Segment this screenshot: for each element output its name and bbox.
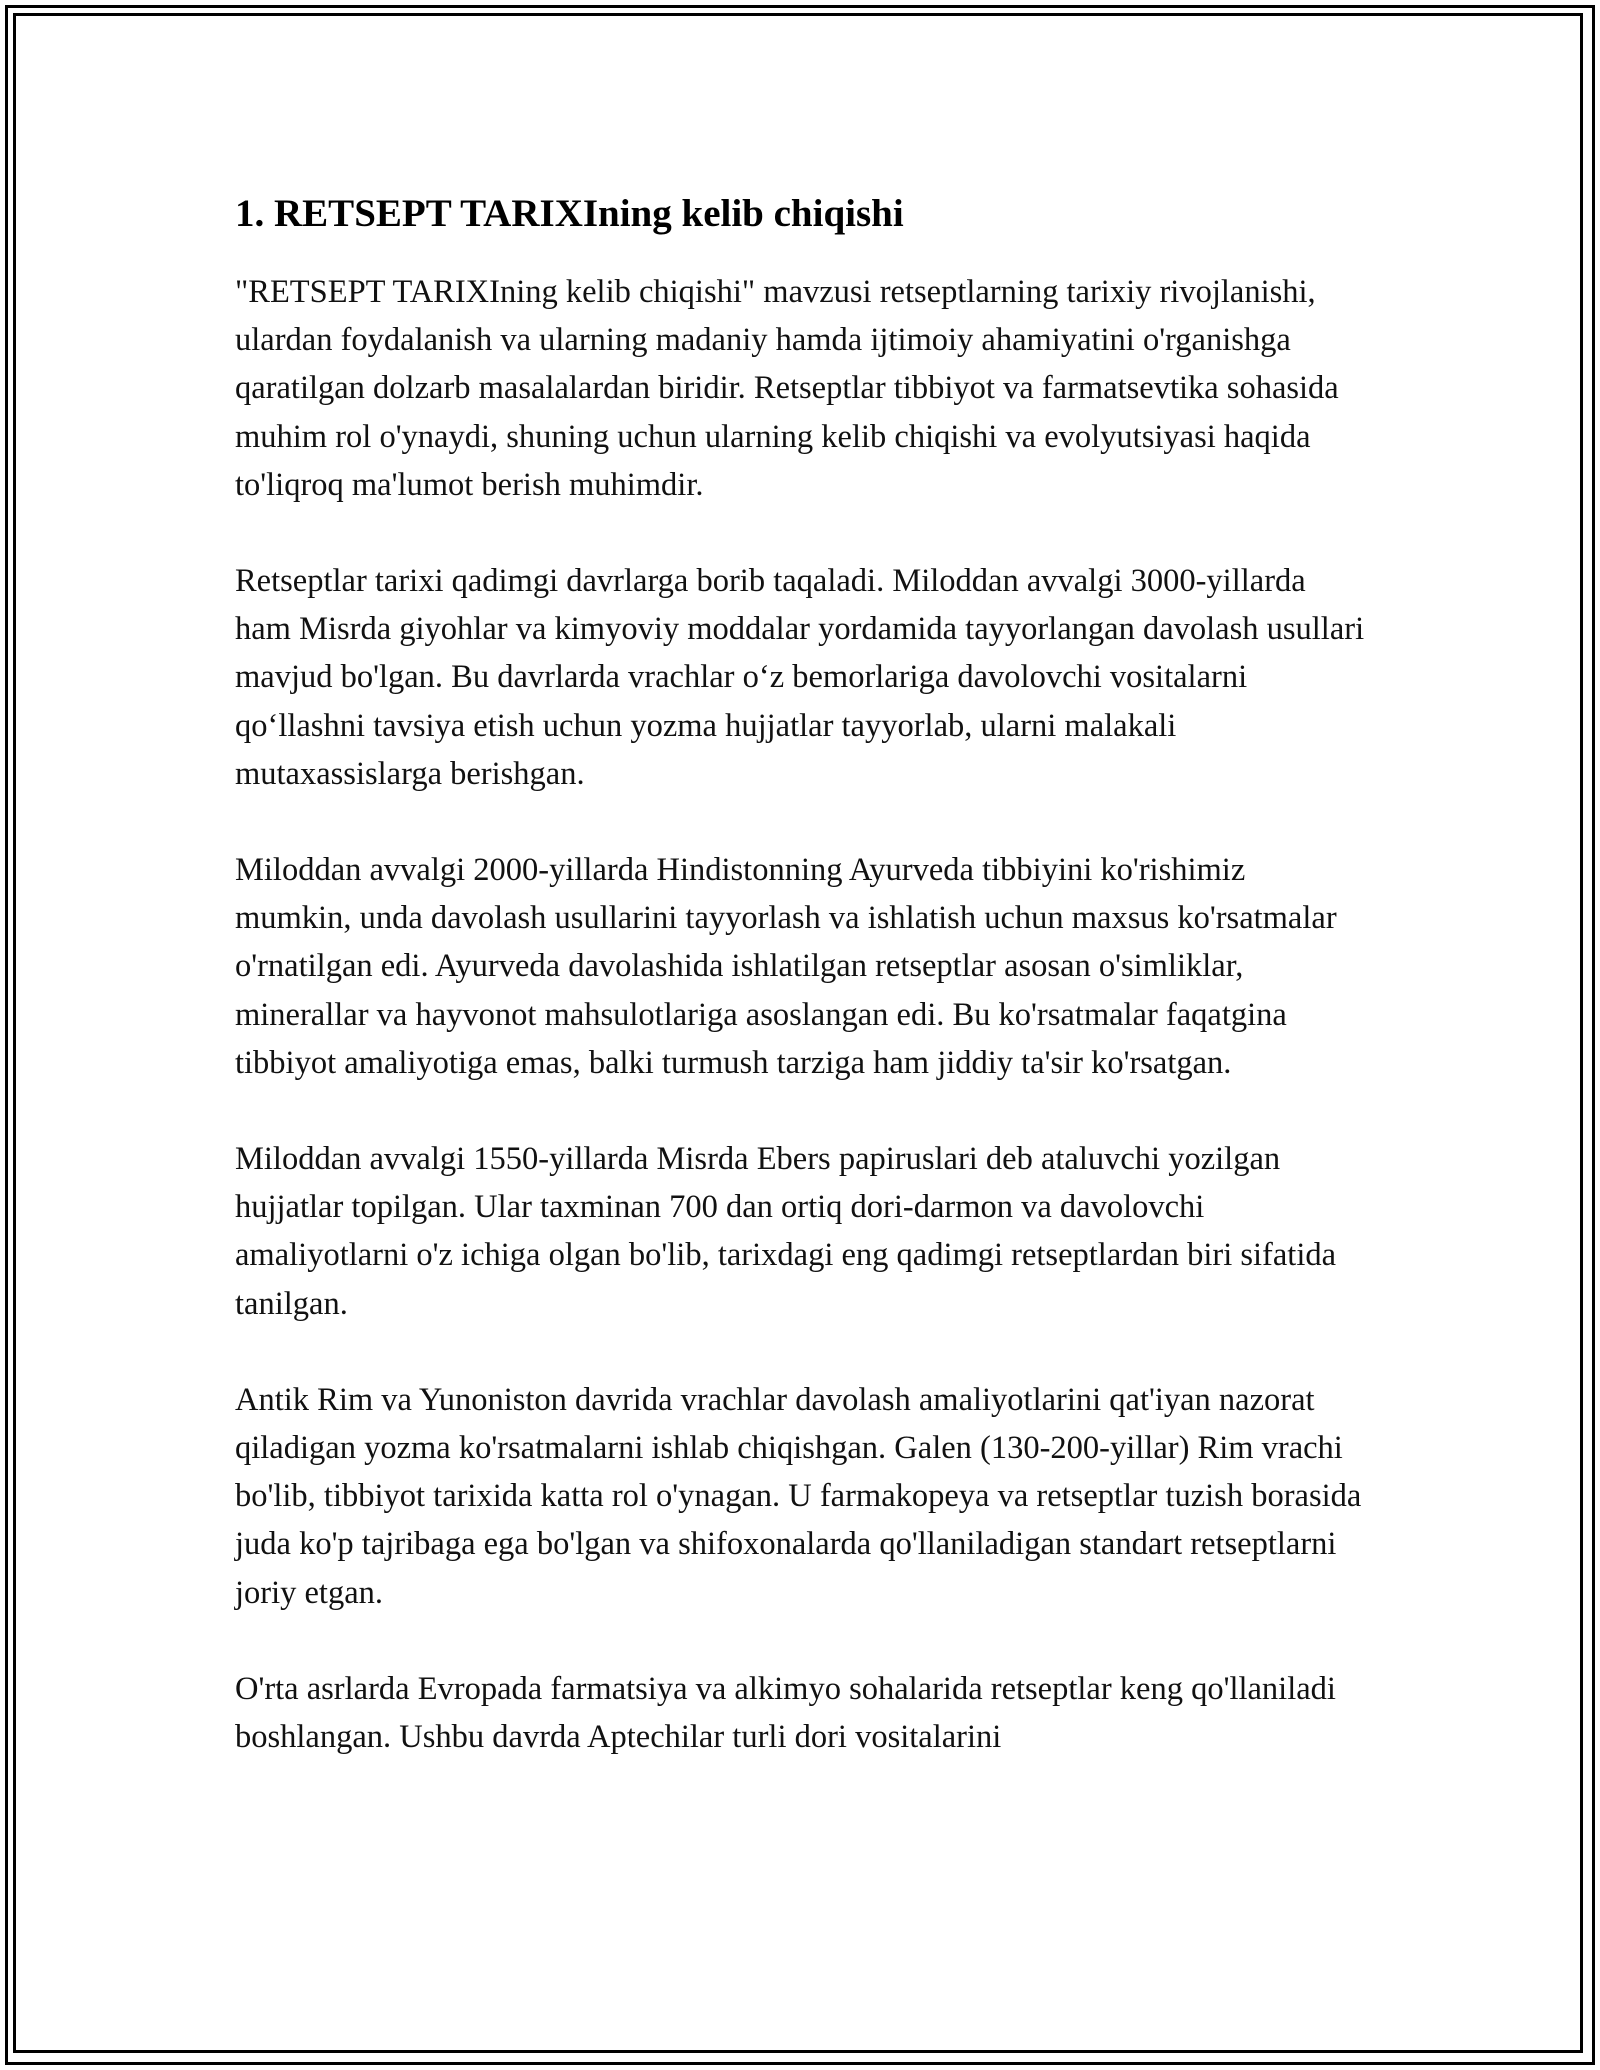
paragraph-ayurveda: Miloddan avvalgi 2000-yillarda Hindistonning Ayurveda tibbiyini ko'rishimiz mumkin, unda davolash usullarini tayyorlash va ishlatish uchun maxsus ko'rsatmalar o'rnatilgan edi. Ayurveda davolashida ishlatilgan retseptlar asosan o'simliklar, minerallar va hayvonot mahsulotlariga asoslangan edi. Bu ko'rsatmalar faqatgina tibbiyot amaliyotiga emas, balki turmush tarziga ham jiddiy ta'sir ko'rsatgan. — [235, 852, 1337, 1081]
paragraph-intro: "RETSEPT TARIXIning kelib chiqishi" mavzusi retseptlarning tarixiy rivojlanishi, ulardan foydalanish va ularning madaniy hamda ijtimoiy ahamiyatini o'rganishga qaratilgan dolzarb masalalardan biridir. Retseptlar tibbiyot va farmatsevtika sohasida muhim rol o'ynaydi, shuning uchun ularning kelib chiqishi va evolyutsiyasi haqida to'liqroq ma'lumot berish muhimdir. — [235, 274, 1339, 503]
paragraph-ancient-egypt: Retseptlar tarixi qadimgi davrlarga borib taqaladi. Miloddan avvalgi 3000-yillarda ham Misrda giyohlar va kimyoviy moddalar yordamida tayyorlangan davolash usullari mavjud bo'lgan. Bu davrlarda vrachlar o‘z bemorlariga davolovchi vositalarni qo‘llashni tavsiya etish uchun yozma hujjatlar tayyorlab, ularni malakali mutaxassislarga berishgan. — [235, 563, 1365, 792]
document-body — [235, 182, 1365, 1809]
section-heading: 1. RETSEPT TARIXIning kelib chiqishi — [235, 192, 904, 235]
paragraph-middle-ages: O'rta asrlarda Evropada farmatsiya va alkimyo sohalarida retseptlar keng qo'llaniladi boshlangan. Ushbu davrda Aptechilar turli dori vositalarini — [235, 1670, 1336, 1756]
paragraph-ebers-papyrus: Miloddan avvalgi 1550-yillarda Misrda Ebers papiruslari deb ataluvchi yozilgan hujjatlar topilgan. Ular taxminan 700 dan ortiq dori-darmon va davolovchi amaliyotlarni o'z ichiga olgan bo'lib, tarixdagi eng qadimgi retseptlardan biri sifatida tanilgan. — [235, 1141, 1337, 1322]
paragraph-rome-greece: Antik Rim va Yunoniston davrida vrachlar davolash amaliyotlarini qat'iyan nazorat qiladigan yozma ko'rsatmalarni ishlab chiqishgan. Galen (130-200-yillar) Rim vrachi bo'lib, tibbiyot tarixida katta rol o'ynagan. U farmakopeya va retseptlar tuzish borasida juda ko'p tajribaga ega bo'lgan va shifoxonalarda qo'llaniladigan standart retseptlarni joriy etgan. — [235, 1381, 1362, 1611]
